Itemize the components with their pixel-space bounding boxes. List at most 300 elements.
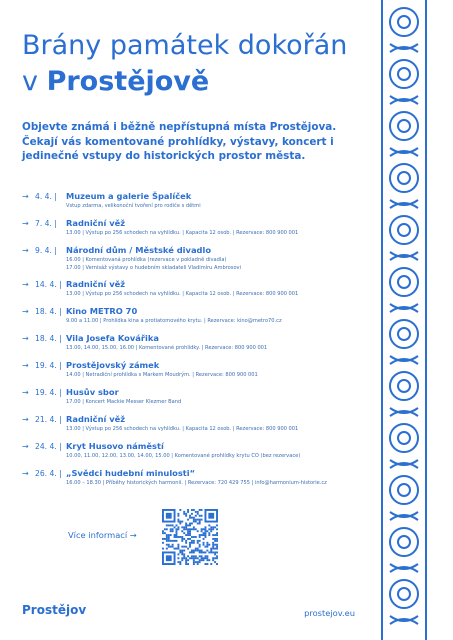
qr-module xyxy=(203,551,205,553)
qr-module xyxy=(201,551,203,553)
qr-module xyxy=(187,524,189,526)
event-name: Kryt Husovo náměstí xyxy=(66,441,164,451)
qr-module xyxy=(193,561,195,563)
arrow-right-icon: → xyxy=(22,307,29,316)
qr-module xyxy=(216,555,218,557)
qr-finder-inner xyxy=(208,513,214,519)
event-detail: Vstup zdarma, velikonoční tvoření pro rodiče s dětmi xyxy=(66,203,201,209)
qr-module xyxy=(177,546,179,548)
qr-module xyxy=(199,550,201,552)
page-title xyxy=(22,28,362,100)
qr-module xyxy=(185,561,187,563)
ornament-ring xyxy=(390,60,418,88)
qr-module xyxy=(177,557,179,559)
qr-module xyxy=(195,519,197,521)
qr-module xyxy=(162,542,164,544)
qr-module xyxy=(193,519,195,521)
qr-module xyxy=(203,557,205,559)
qr-module xyxy=(204,555,206,557)
qr-module xyxy=(203,559,205,561)
qr-module xyxy=(185,534,187,536)
qr-module xyxy=(181,538,183,540)
qr-module xyxy=(193,557,195,559)
qr-module xyxy=(201,528,203,530)
qr-module xyxy=(216,546,218,548)
qr-module xyxy=(170,546,172,548)
qr-module xyxy=(176,524,178,526)
qr-module xyxy=(216,524,218,526)
event-date: 18. 4. | xyxy=(35,307,62,316)
qr-module xyxy=(164,532,166,534)
qr-code[interactable] xyxy=(162,509,218,565)
qr-module xyxy=(214,551,216,553)
qr-module xyxy=(189,524,191,526)
event-list xyxy=(22,191,367,495)
event-item xyxy=(22,387,367,407)
qr-module xyxy=(199,555,201,557)
qr-module xyxy=(199,561,201,563)
qr-module xyxy=(193,555,195,557)
qr-module xyxy=(212,538,214,540)
intro-paragraph: Objevte známá i běžně nepřístupná místa Prostějova. Čekají vás komentované prohlídky, výstavy, koncert i jedinečné vstupy do historických prostor města. xyxy=(22,121,337,162)
qr-module xyxy=(187,534,189,536)
event-name: Vila Josefa Kovářika xyxy=(66,333,159,343)
qr-module xyxy=(193,540,195,542)
qr-module xyxy=(181,536,183,538)
event-detail: 16.00 | Komentovaná prohlídka (rezervace v pokladně divadla) xyxy=(66,257,227,263)
qr-finder-inner xyxy=(166,513,172,519)
qr-module xyxy=(191,555,193,557)
qr-module xyxy=(181,530,183,532)
qr-module xyxy=(216,528,218,530)
event-date: 14. 4. | xyxy=(35,280,62,289)
qr-module xyxy=(197,557,199,559)
qr-module xyxy=(179,563,181,565)
qr-module xyxy=(185,559,187,561)
event-detail: 16.00 – 18.30 | Příběhy historických harmonií. | Rezervace: 720 429 755 | info@harmonium-historie.cz xyxy=(66,480,327,486)
more-info-link[interactable]: Více informací → xyxy=(68,530,137,540)
qr-module xyxy=(189,517,191,519)
decorative-ornament-border xyxy=(378,0,430,640)
event-name: Národní dům / Městské divadlo xyxy=(66,245,212,255)
event-detail: 17.00 | Koncert Mackie Messer Klezmer Band xyxy=(66,399,182,405)
qr-module xyxy=(191,540,193,542)
qr-module xyxy=(170,524,172,526)
qr-module xyxy=(189,532,191,534)
qr-module xyxy=(176,534,178,536)
qr-module xyxy=(168,524,170,526)
qr-module xyxy=(183,528,185,530)
ornament-inner-ring xyxy=(398,380,410,392)
event-name: Husův sbor xyxy=(66,387,119,397)
qr-module xyxy=(191,528,193,530)
event-date: 18. 4. | xyxy=(35,334,62,343)
qr-module xyxy=(195,536,197,538)
qr-module xyxy=(197,511,199,513)
qr-module xyxy=(193,559,195,561)
qr-module xyxy=(195,511,197,513)
qr-module xyxy=(214,544,216,546)
event-item xyxy=(22,333,367,353)
qr-module xyxy=(197,563,199,565)
qr-module xyxy=(199,551,201,553)
qr-module xyxy=(210,551,212,553)
qr-module xyxy=(206,530,208,532)
event-item xyxy=(22,441,367,461)
ornament-inner-ring xyxy=(398,484,410,496)
ornament-ring xyxy=(390,164,418,192)
qr-module xyxy=(179,561,181,563)
qr-module xyxy=(199,540,201,542)
qr-module xyxy=(206,546,208,548)
qr-module xyxy=(185,546,187,548)
qr-module xyxy=(193,536,195,538)
qr-module xyxy=(166,538,168,540)
qr-module xyxy=(201,519,203,521)
footer-url-link[interactable]: prostejov.eu xyxy=(304,608,355,618)
arrow-right-icon: → xyxy=(22,361,29,370)
qr-module xyxy=(164,538,166,540)
qr-module xyxy=(185,523,187,525)
qr-module xyxy=(166,540,168,542)
qr-module xyxy=(172,546,174,548)
qr-module xyxy=(187,530,189,532)
qr-module xyxy=(170,530,172,532)
event-date: 19. 4. | xyxy=(35,388,62,397)
arrow-right-icon: → xyxy=(22,388,29,397)
event-item xyxy=(22,306,367,326)
qr-module xyxy=(204,536,206,538)
qr-module xyxy=(199,534,201,536)
qr-module xyxy=(193,521,195,523)
qr-module xyxy=(177,515,179,517)
qr-module xyxy=(179,509,181,511)
qr-module xyxy=(212,534,214,536)
qr-module xyxy=(214,526,216,528)
qr-module xyxy=(197,540,199,542)
qr-module xyxy=(191,542,193,544)
qr-module xyxy=(168,536,170,538)
qr-module xyxy=(162,532,164,534)
qr-module xyxy=(181,521,183,523)
ornament-inner-ring xyxy=(398,588,410,600)
qr-module xyxy=(210,530,212,532)
ornament-ring xyxy=(390,372,418,400)
qr-module xyxy=(172,524,174,526)
qr-module xyxy=(203,532,205,534)
qr-module xyxy=(199,523,201,525)
qr-module xyxy=(199,515,201,517)
qr-module xyxy=(216,538,218,540)
arrow-right-icon: → xyxy=(22,219,29,228)
qr-module xyxy=(191,523,193,525)
qr-module xyxy=(195,555,197,557)
qr-module xyxy=(187,528,189,530)
qr-module xyxy=(189,551,191,553)
qr-module xyxy=(201,534,203,536)
qr-module xyxy=(189,546,191,548)
qr-module xyxy=(181,551,183,553)
qr-module xyxy=(210,550,212,552)
qr-module xyxy=(197,519,199,521)
qr-module xyxy=(172,544,174,546)
qr-module xyxy=(166,528,168,530)
qr-module xyxy=(189,542,191,544)
qr-module xyxy=(162,538,164,540)
qr-module xyxy=(206,559,208,561)
qr-module xyxy=(187,563,189,565)
qr-module xyxy=(176,530,178,532)
qr-module xyxy=(195,550,197,552)
qr-module xyxy=(185,524,187,526)
qr-module xyxy=(181,546,183,548)
qr-module xyxy=(197,513,199,515)
qr-module xyxy=(172,540,174,542)
qr-module xyxy=(189,523,191,525)
qr-module xyxy=(210,528,212,530)
ornament-ring xyxy=(390,216,418,244)
qr-module xyxy=(216,532,218,534)
qr-module xyxy=(166,544,168,546)
qr-module xyxy=(189,534,191,536)
event-item xyxy=(22,245,367,272)
qr-module xyxy=(183,513,185,515)
ornament-inner-ring xyxy=(398,16,410,28)
event-date: 26. 4. | xyxy=(35,469,62,478)
qr-module xyxy=(212,546,214,548)
qr-module xyxy=(181,557,183,559)
event-name: Prostějovský zámek xyxy=(66,360,160,370)
ornament-inner-ring xyxy=(398,120,410,132)
qr-module xyxy=(203,542,205,544)
arrow-right-icon: → xyxy=(22,415,29,424)
qr-module xyxy=(195,521,197,523)
qr-module xyxy=(212,542,214,544)
qr-module xyxy=(172,528,174,530)
qr-module xyxy=(214,540,216,542)
ornament-ring xyxy=(390,424,418,452)
qr-module xyxy=(206,563,208,565)
qr-module xyxy=(199,546,201,548)
qr-module xyxy=(199,521,201,523)
qr-module xyxy=(177,519,179,521)
event-detail: 13.00 | Výstup po 256 schodech na vyhlídku. | Kapacita 12 osob. | Rezervace: 800 900 001 xyxy=(66,291,299,297)
qr-module xyxy=(197,548,199,550)
qr-module xyxy=(206,555,208,557)
title-logo-word: Prostějově xyxy=(46,66,210,97)
arrow-right-icon: → xyxy=(22,442,29,451)
qr-module xyxy=(187,532,189,534)
qr-module xyxy=(174,526,176,528)
ornament-inner-ring xyxy=(398,68,410,80)
event-name: Radniční věž xyxy=(66,279,126,289)
qr-module xyxy=(183,553,185,555)
qr-module xyxy=(185,513,187,515)
qr-module xyxy=(204,551,206,553)
qr-module xyxy=(214,534,216,536)
arrow-right-icon: → xyxy=(22,246,29,255)
qr-module xyxy=(191,557,193,559)
qr-module xyxy=(193,563,195,565)
event-detail: 13.00, 14.00, 15.00, 16.00 | Komentované prohlídky. | Rezervace: 800 900 001 xyxy=(66,345,268,351)
event-date: 9. 4. | xyxy=(35,246,57,255)
qr-module xyxy=(185,528,187,530)
qr-module xyxy=(166,548,168,550)
event-item xyxy=(22,218,367,238)
qr-module xyxy=(181,553,183,555)
qr-module xyxy=(201,530,203,532)
qr-module xyxy=(170,528,172,530)
qr-module xyxy=(179,523,181,525)
qr-module xyxy=(204,528,206,530)
qr-module xyxy=(183,526,185,528)
qr-module xyxy=(210,563,212,565)
qr-module xyxy=(187,509,189,511)
qr-module xyxy=(193,550,195,552)
qr-module xyxy=(189,515,191,517)
event-item xyxy=(22,360,367,380)
qr-module xyxy=(212,528,214,530)
qr-module xyxy=(177,528,179,530)
event-date: 21. 4. | xyxy=(35,415,62,424)
qr-module xyxy=(208,534,210,536)
qr-module xyxy=(189,528,191,530)
ornament-ring xyxy=(390,320,418,348)
qr-module xyxy=(170,534,172,536)
qr-module xyxy=(179,551,181,553)
qr-module xyxy=(212,548,214,550)
qr-module xyxy=(199,536,201,538)
qr-finder-inner xyxy=(166,555,172,561)
qr-module xyxy=(183,532,185,534)
qr-module xyxy=(187,559,189,561)
qr-module xyxy=(193,517,195,519)
qr-module xyxy=(197,530,199,532)
qr-module xyxy=(216,557,218,559)
qr-module xyxy=(191,551,193,553)
arrow-right-icon: → xyxy=(22,469,29,478)
qr-module xyxy=(162,530,164,532)
qr-module xyxy=(204,530,206,532)
qr-module xyxy=(214,557,216,559)
qr-module xyxy=(214,538,216,540)
qr-module xyxy=(197,542,199,544)
qr-module xyxy=(183,555,185,557)
qr-module xyxy=(185,542,187,544)
event-name: Radniční věž xyxy=(66,414,126,424)
qr-module xyxy=(176,540,178,542)
qr-module xyxy=(183,511,185,513)
event-name: Kino METRO 70 xyxy=(66,306,138,316)
qr-module xyxy=(166,536,168,538)
qr-module xyxy=(193,542,195,544)
qr-module xyxy=(177,553,179,555)
qr-module xyxy=(187,555,189,557)
qr-module xyxy=(199,519,201,521)
qr-module xyxy=(177,536,179,538)
arrow-right-icon: → xyxy=(22,192,29,201)
qr-module xyxy=(185,563,187,565)
qr-module xyxy=(174,536,176,538)
qr-module xyxy=(199,559,201,561)
qr-module xyxy=(197,550,199,552)
qr-module xyxy=(199,509,201,511)
title-line-2-prefix: v xyxy=(22,66,47,97)
qr-module xyxy=(176,536,178,538)
qr-module xyxy=(208,544,210,546)
qr-module xyxy=(216,544,218,546)
qr-module xyxy=(201,559,203,561)
qr-module xyxy=(183,550,185,552)
qr-module xyxy=(187,548,189,550)
qr-module xyxy=(210,526,212,528)
event-name: Muzeum a galerie Špalíček xyxy=(66,191,192,201)
qr-module xyxy=(168,538,170,540)
qr-module xyxy=(206,542,208,544)
footer-logo: Prostějov xyxy=(22,603,87,617)
qr-module xyxy=(181,540,183,542)
qr-module xyxy=(185,526,187,528)
qr-module xyxy=(174,548,176,550)
event-item xyxy=(22,414,367,434)
qr-module xyxy=(181,550,183,552)
event-name: „Svědci hudební minulosti“ xyxy=(66,468,196,478)
event-detail: 14.00 | Netradiční prohlídka s Markem Moudrým. | Rezervace: 800 900 001 xyxy=(66,372,258,378)
ornament-inner-ring xyxy=(398,328,410,340)
qr-module xyxy=(216,534,218,536)
qr-module xyxy=(195,515,197,517)
ornament-inner-ring xyxy=(398,536,410,548)
qr-module xyxy=(168,546,170,548)
ornament-inner-ring xyxy=(398,224,410,236)
qr-module xyxy=(195,557,197,559)
qr-module xyxy=(201,515,203,517)
qr-module xyxy=(168,544,170,546)
qr-module xyxy=(212,551,214,553)
qr-module xyxy=(176,532,178,534)
qr-module xyxy=(204,563,206,565)
qr-module xyxy=(177,561,179,563)
ornament-ring xyxy=(390,112,418,140)
qr-module xyxy=(203,544,205,546)
qr-module xyxy=(176,548,178,550)
qr-module xyxy=(208,559,210,561)
qr-module xyxy=(189,530,191,532)
qr-module xyxy=(177,526,179,528)
event-detail: 13.00 | Výstup po 256 schodech na vyhlídku. | Kapacita 12 osob. | Rezervace: 800 900 001 xyxy=(66,426,299,432)
qr-module xyxy=(185,540,187,542)
qr-module xyxy=(214,561,216,563)
event-date: 7. 4. | xyxy=(35,219,57,228)
qr-module xyxy=(166,524,168,526)
event-detail: 9.00 a 11.00 | Prohlídka kina a protiatomového krytu. | Rezervace: kino@metro70.cz xyxy=(66,318,282,324)
qr-module xyxy=(172,530,174,532)
qr-module xyxy=(179,550,181,552)
qr-module xyxy=(193,551,195,553)
qr-module xyxy=(187,511,189,513)
qr-module xyxy=(168,534,170,536)
event-item xyxy=(22,191,367,211)
qr-module xyxy=(204,546,206,548)
qr-module xyxy=(212,557,214,559)
qr-module xyxy=(185,557,187,559)
qr-module xyxy=(177,548,179,550)
event-detail: 17.00 | Vernisáž výstavy o hudebním skladateli Vladimíru Ambrosovi xyxy=(66,265,241,271)
qr-module xyxy=(210,548,212,550)
ornament-ring xyxy=(390,476,418,504)
qr-module xyxy=(181,526,183,528)
qr-module xyxy=(212,559,214,561)
